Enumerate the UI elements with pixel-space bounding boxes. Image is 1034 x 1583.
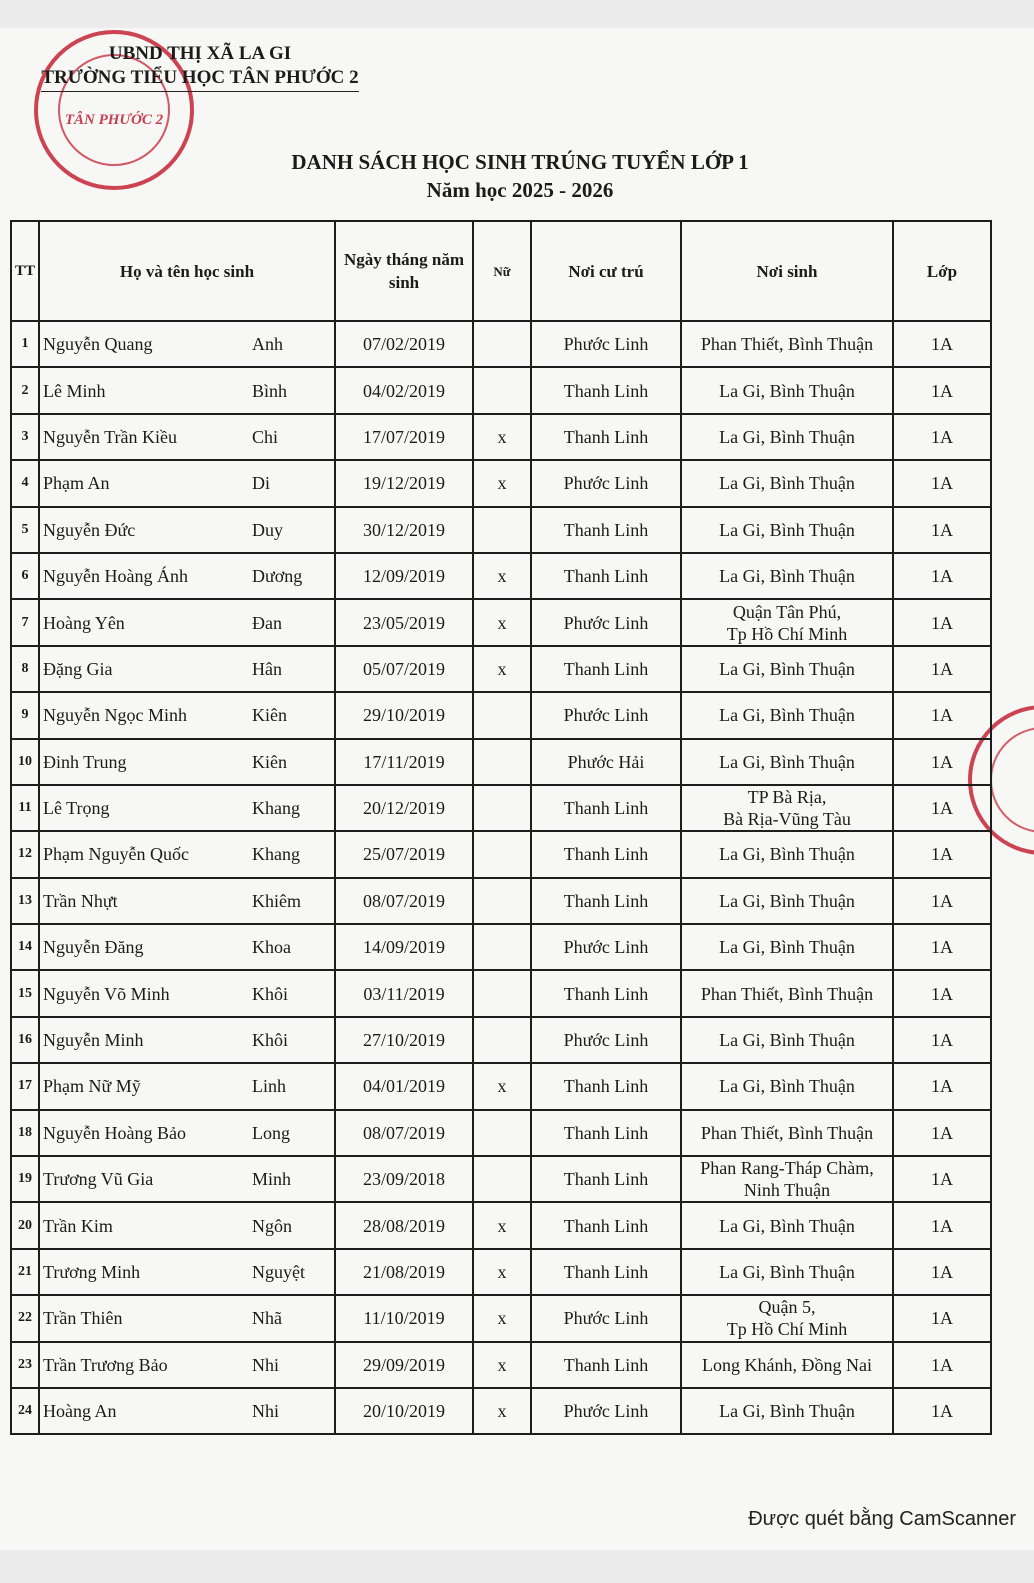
- header-female: Nữ: [473, 221, 531, 321]
- cell-residence: Phước Hải: [531, 739, 681, 785]
- student-given-name: Minh: [252, 1169, 292, 1190]
- cell-name: [39, 1342, 335, 1388]
- cell-residence: Thanh Linh: [531, 553, 681, 599]
- school-name: TRƯỜNG TIỂU HỌC TÂN PHƯỚC 2: [41, 66, 358, 92]
- student-surname: Trần Trương Bảo: [43, 1354, 168, 1375]
- cell-female: [473, 924, 531, 970]
- student-given-name: Long: [252, 1122, 290, 1143]
- cell-dob: 12/09/2019: [335, 553, 473, 599]
- table-row: [11, 739, 991, 785]
- cell-tt: 24: [11, 1388, 39, 1434]
- cell-dob: 21/08/2019: [335, 1249, 473, 1295]
- cell-name: [39, 599, 335, 645]
- cell-birthplace: Phan Thiết, Bình Thuận: [681, 1110, 893, 1156]
- cell-tt: 1: [11, 321, 39, 367]
- student-surname: Hoàng An: [43, 1401, 117, 1422]
- cell-name: [39, 692, 335, 738]
- cell-residence: Thanh Linh: [531, 970, 681, 1016]
- cell-tt: 17: [11, 1063, 39, 1109]
- student-given-name: Ngôn: [252, 1215, 292, 1236]
- student-given-name: Nhã: [252, 1308, 282, 1329]
- cell-birthplace: La Gi, Bình Thuận: [681, 414, 893, 460]
- cell-female: x: [473, 1295, 531, 1341]
- student-surname: Nguyễn Minh: [43, 1030, 144, 1051]
- cell-name: [39, 1063, 335, 1109]
- student-surname: Trương Minh: [43, 1262, 141, 1282]
- student-given-name: Nguyệt: [252, 1262, 305, 1282]
- cell-tt: 19: [11, 1156, 39, 1202]
- table-row: [11, 1249, 991, 1295]
- table-row: [11, 692, 991, 738]
- cell-female: x: [473, 1202, 531, 1248]
- cell-name: [39, 831, 335, 877]
- cell-class: 1A: [893, 1110, 991, 1156]
- cell-residence: Thanh Linh: [531, 785, 681, 831]
- table-row: [11, 1202, 991, 1248]
- cell-name: [39, 1388, 335, 1434]
- cell-dob: 25/07/2019: [335, 831, 473, 877]
- cell-residence: Phước Linh: [531, 924, 681, 970]
- cell-birthplace: La Gi, Bình Thuận: [681, 1388, 893, 1434]
- seal-text: TÂN PHƯỚC 2: [64, 112, 164, 128]
- cell-birthplace: La Gi, Bình Thuận: [681, 646, 893, 692]
- cell-class: 1A: [893, 1202, 991, 1248]
- cell-tt: 15: [11, 970, 39, 1016]
- table-row: [11, 646, 991, 692]
- table-row: [11, 1295, 991, 1341]
- cell-dob: 08/07/2019: [335, 1110, 473, 1156]
- cell-class: 1A: [893, 1342, 991, 1388]
- cell-name: [39, 1156, 335, 1202]
- table-row: [11, 924, 991, 970]
- cell-female: [473, 321, 531, 367]
- cell-dob: 17/11/2019: [335, 739, 473, 785]
- header-birthplace: Nơi sinh: [681, 221, 893, 321]
- table-row: [11, 599, 991, 645]
- table-header-row: [11, 221, 991, 321]
- cell-female: [473, 507, 531, 553]
- cell-birthplace: La Gi, Bình Thuận: [681, 739, 893, 785]
- cell-dob: 29/10/2019: [335, 692, 473, 738]
- cell-name: [39, 1202, 335, 1248]
- cell-class: 1A: [893, 646, 991, 692]
- student-surname: Nguyễn Ngọc Minh: [43, 705, 187, 726]
- cell-birthplace: Quận 5, Tp Hồ Chí Minh: [681, 1295, 893, 1341]
- cell-class: 1A: [893, 321, 991, 367]
- cell-female: [473, 739, 531, 785]
- cell-class: 1A: [893, 553, 991, 599]
- cell-class: 1A: [893, 739, 991, 785]
- table-row: [11, 1017, 991, 1063]
- cell-female: [473, 785, 531, 831]
- student-given-name: Chi: [252, 426, 279, 447]
- cell-tt: 22: [11, 1295, 39, 1341]
- student-surname: Lê Minh: [43, 380, 106, 401]
- cell-residence: Thanh Linh: [531, 1110, 681, 1156]
- table-row: [11, 1156, 991, 1202]
- cell-tt: 23: [11, 1342, 39, 1388]
- cell-name: [39, 1017, 335, 1063]
- cell-dob: 05/07/2019: [335, 646, 473, 692]
- student-given-name: Di: [252, 473, 270, 494]
- cell-class: 1A: [893, 1156, 991, 1202]
- cell-residence: Phước Linh: [531, 321, 681, 367]
- table-row: [11, 553, 991, 599]
- student-surname: Đặng Gia: [43, 658, 113, 679]
- student-surname: Nguyễn Hoàng Ánh: [43, 566, 188, 587]
- student-given-name: Hân: [252, 658, 282, 679]
- cell-class: 1A: [893, 1249, 991, 1295]
- cell-birthplace: Long Khánh, Đồng Nai: [681, 1342, 893, 1388]
- cell-birthplace: La Gi, Bình Thuận: [681, 553, 893, 599]
- cell-tt: 16: [11, 1017, 39, 1063]
- table-row: [11, 1342, 991, 1388]
- table-row: [11, 970, 991, 1016]
- cell-dob: 11/10/2019: [335, 1295, 473, 1341]
- document-title-block: [220, 148, 820, 204]
- cell-name: [39, 785, 335, 831]
- header-class: Lớp: [893, 221, 991, 321]
- table-row: [11, 1063, 991, 1109]
- table-row: [11, 414, 991, 460]
- cell-class: 1A: [893, 507, 991, 553]
- cell-residence: Phước Linh: [531, 692, 681, 738]
- student-surname: Nguyễn Võ Minh: [43, 983, 170, 1004]
- cell-residence: Thanh Linh: [531, 831, 681, 877]
- table-row: [11, 367, 991, 413]
- header-tt: TT: [11, 221, 39, 321]
- authority-name: UBND THỊ XÃ LA GI: [108, 43, 292, 64]
- student-surname: Đinh Trung: [43, 751, 127, 772]
- cell-residence: Thanh Linh: [531, 1249, 681, 1295]
- cell-tt: 14: [11, 924, 39, 970]
- cell-female: [473, 1156, 531, 1202]
- cell-birthplace: Phan Rang-Tháp Chàm, Ninh Thuận: [681, 1156, 893, 1202]
- cell-female: [473, 367, 531, 413]
- cell-female: x: [473, 414, 531, 460]
- cell-birthplace: La Gi, Bình Thuận: [681, 924, 893, 970]
- cell-name: [39, 924, 335, 970]
- cell-female: [473, 878, 531, 924]
- cell-dob: 30/12/2019: [335, 507, 473, 553]
- cell-dob: 29/09/2019: [335, 1342, 473, 1388]
- student-given-name: Bình: [252, 380, 288, 401]
- cell-class: 1A: [893, 970, 991, 1016]
- cell-tt: 8: [11, 646, 39, 692]
- student-surname: Trần Kim: [43, 1215, 113, 1236]
- cell-dob: 28/08/2019: [335, 1202, 473, 1248]
- cell-dob: 17/07/2019: [335, 414, 473, 460]
- student-given-name: Kiên: [252, 705, 287, 726]
- student-surname: Nguyễn Đức: [43, 519, 136, 540]
- student-surname: Trần Thiên: [43, 1308, 123, 1329]
- cell-tt: 9: [11, 692, 39, 738]
- student-given-name: Đan: [252, 612, 282, 633]
- table-row: [11, 831, 991, 877]
- cell-name: [39, 321, 335, 367]
- cell-name: [39, 414, 335, 460]
- cell-dob: 07/02/2019: [335, 321, 473, 367]
- student-surname: Nguyễn Đăng: [43, 937, 144, 958]
- student-given-name: Khang: [252, 844, 300, 865]
- cell-female: x: [473, 1249, 531, 1295]
- cell-residence: Phước Linh: [531, 599, 681, 645]
- student-surname: Lê Trọng: [43, 798, 110, 819]
- cell-birthplace: Phan Thiết, Bình Thuận: [681, 970, 893, 1016]
- cell-residence: Thanh Linh: [531, 1202, 681, 1248]
- table-row: [11, 1110, 991, 1156]
- cell-female: [473, 831, 531, 877]
- header-name: Họ và tên học sinh: [39, 221, 335, 321]
- cell-birthplace: La Gi, Bình Thuận: [681, 1202, 893, 1248]
- student-surname: Phạm Nguyễn Quốc: [43, 844, 189, 865]
- cell-class: 1A: [893, 460, 991, 506]
- cell-birthplace: Quận Tân Phú, Tp Hồ Chí Minh: [681, 599, 893, 645]
- school-header: [30, 42, 370, 92]
- cell-class: 1A: [893, 1063, 991, 1109]
- cell-tt: 21: [11, 1249, 39, 1295]
- student-surname: Trần Nhựt: [43, 890, 118, 911]
- student-surname: Nguyễn Hoàng Bảo: [43, 1122, 186, 1143]
- cell-birthplace: La Gi, Bình Thuận: [681, 367, 893, 413]
- cell-class: 1A: [893, 1017, 991, 1063]
- cell-residence: Phước Linh: [531, 460, 681, 506]
- student-given-name: Kiên: [252, 751, 287, 772]
- cell-residence: Thanh Linh: [531, 1156, 681, 1202]
- student-given-name: Khôi: [252, 1030, 288, 1051]
- cell-dob: 03/11/2019: [335, 970, 473, 1016]
- header-residence: Nơi cư trú: [531, 221, 681, 321]
- cell-tt: 11: [11, 785, 39, 831]
- cell-tt: 6: [11, 553, 39, 599]
- cell-female: [473, 970, 531, 1016]
- table-row: [11, 460, 991, 506]
- cell-name: [39, 460, 335, 506]
- document-subtitle: Năm học 2025 - 2026: [426, 178, 614, 202]
- cell-female: x: [473, 1388, 531, 1434]
- table-row: [11, 321, 991, 367]
- cell-class: 1A: [893, 367, 991, 413]
- cell-birthplace: Phan Thiết, Bình Thuận: [681, 321, 893, 367]
- student-surname: Trương Vũ Gia: [43, 1169, 154, 1190]
- cell-birthplace: La Gi, Bình Thuận: [681, 1063, 893, 1109]
- cell-female: x: [473, 460, 531, 506]
- cell-dob: 19/12/2019: [335, 460, 473, 506]
- cell-name: [39, 367, 335, 413]
- cell-dob: 23/09/2018: [335, 1156, 473, 1202]
- cell-female: [473, 692, 531, 738]
- cell-tt: 12: [11, 831, 39, 877]
- cell-dob: 08/07/2019: [335, 878, 473, 924]
- cell-class: 1A: [893, 1388, 991, 1434]
- cell-residence: Thanh Linh: [531, 414, 681, 460]
- student-given-name: Dương: [252, 566, 303, 587]
- cell-dob: 27/10/2019: [335, 1017, 473, 1063]
- student-given-name: Linh: [252, 1076, 286, 1097]
- cell-name: [39, 970, 335, 1016]
- cell-class: 1A: [893, 924, 991, 970]
- cell-residence: Thanh Linh: [531, 367, 681, 413]
- cell-female: x: [473, 599, 531, 645]
- table-row: [11, 785, 991, 831]
- cell-tt: 2: [11, 367, 39, 413]
- cell-female: x: [473, 646, 531, 692]
- cell-tt: 5: [11, 507, 39, 553]
- cell-tt: 18: [11, 1110, 39, 1156]
- cell-residence: Thanh Linh: [531, 878, 681, 924]
- cell-residence: Phước Linh: [531, 1295, 681, 1341]
- student-given-name: Nhi: [252, 1401, 279, 1422]
- cell-name: [39, 878, 335, 924]
- student-given-name: Khiêm: [252, 890, 301, 911]
- student-given-name: Khoa: [252, 937, 291, 958]
- student-surname: Phạm An: [43, 473, 110, 494]
- student-given-name: Duy: [252, 519, 283, 540]
- cell-birthplace: TP Bà Rịa, Bà Rịa-Vũng Tàu: [681, 785, 893, 831]
- cell-dob: 04/01/2019: [335, 1063, 473, 1109]
- cell-residence: Thanh Linh: [531, 646, 681, 692]
- student-surname: Nguyễn Quang: [43, 334, 153, 355]
- table-row: [11, 878, 991, 924]
- document-title: DANH SÁCH HỌC SINH TRÚNG TUYỂN LỚP 1: [291, 150, 749, 174]
- cell-dob: 23/05/2019: [335, 599, 473, 645]
- cell-birthplace: La Gi, Bình Thuận: [681, 831, 893, 877]
- cell-class: 1A: [893, 831, 991, 877]
- cell-tt: 13: [11, 878, 39, 924]
- student-given-name: Anh: [252, 334, 283, 355]
- cell-name: [39, 646, 335, 692]
- camscanner-note: Được quét bằng CamScanner: [748, 1508, 1016, 1530]
- cell-name: [39, 507, 335, 553]
- cell-tt: 20: [11, 1202, 39, 1248]
- cell-name: [39, 553, 335, 599]
- cell-residence: Thanh Linh: [531, 1063, 681, 1109]
- student-given-name: Nhi: [252, 1354, 279, 1375]
- cell-birthplace: La Gi, Bình Thuận: [681, 1017, 893, 1063]
- cell-female: x: [473, 1063, 531, 1109]
- cell-name: [39, 1249, 335, 1295]
- cell-female: [473, 1017, 531, 1063]
- cell-class: 1A: [893, 599, 991, 645]
- cell-name: [39, 739, 335, 785]
- cell-residence: Phước Linh: [531, 1388, 681, 1434]
- header-dob: Ngày tháng năm sinh: [335, 221, 473, 321]
- cell-residence: Thanh Linh: [531, 1342, 681, 1388]
- student-surname: Hoàng Yên: [43, 612, 125, 633]
- student-given-name: Khôi: [252, 983, 288, 1004]
- cell-name: [39, 1110, 335, 1156]
- cell-tt: 3: [11, 414, 39, 460]
- cell-class: 1A: [893, 692, 991, 738]
- cell-female: x: [473, 553, 531, 599]
- cell-female: x: [473, 1342, 531, 1388]
- cell-class: 1A: [893, 414, 991, 460]
- cell-class: 1A: [893, 785, 991, 831]
- cell-tt: 4: [11, 460, 39, 506]
- cell-birthplace: La Gi, Bình Thuận: [681, 692, 893, 738]
- cell-class: 1A: [893, 878, 991, 924]
- cell-birthplace: La Gi, Bình Thuận: [681, 1249, 893, 1295]
- student-given-name: Khang: [252, 798, 300, 819]
- cell-name: [39, 1295, 335, 1341]
- cell-dob: 14/09/2019: [335, 924, 473, 970]
- table-row: [11, 1388, 991, 1434]
- cell-tt: 7: [11, 599, 39, 645]
- cell-female: [473, 1110, 531, 1156]
- cell-birthplace: La Gi, Bình Thuận: [681, 507, 893, 553]
- cell-tt: 10: [11, 739, 39, 785]
- cell-class: 1A: [893, 1295, 991, 1341]
- cell-dob: 20/10/2019: [335, 1388, 473, 1434]
- cell-birthplace: La Gi, Bình Thuận: [681, 460, 893, 506]
- student-surname: Nguyễn Trần Kiều: [43, 426, 177, 447]
- student-list-table: [10, 220, 992, 1435]
- cell-dob: 04/02/2019: [335, 367, 473, 413]
- cell-residence: Thanh Linh: [531, 507, 681, 553]
- cell-residence: Phước Linh: [531, 1017, 681, 1063]
- cell-dob: 20/12/2019: [335, 785, 473, 831]
- cell-birthplace: La Gi, Bình Thuận: [681, 878, 893, 924]
- table-row: [11, 507, 991, 553]
- student-surname: Phạm Nữ Mỹ: [43, 1076, 141, 1097]
